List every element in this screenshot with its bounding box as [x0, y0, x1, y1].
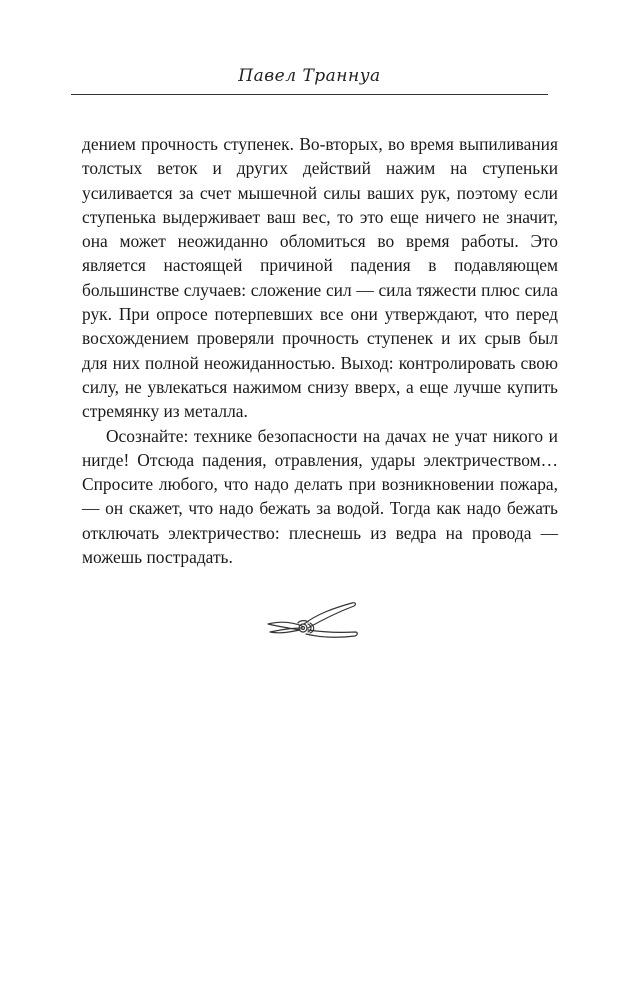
author-name: Павел Траннуа [238, 66, 381, 86]
paragraph-continued: дением прочность ступенек. Во-вторых, во время выпиливания толстых веток и других действий нажим на ступеньки усиливается за счет мышечной силы ваших рук, поэтому если ступенька выдерживает ваш вес, то это еще ничего не значит, она может неожиданно обломиться во время работы. Это является настоящей причиной падения в подавляющем большинстве случаев: сложение сил — сила тяжести плюс сила рук. При опросе потерпевших все они утверждают, что перед восхождением проверяли прочность ступенек и их срыв был для них полной неожиданностью. Выход: контролировать свою силу, не увлекаться нажимом снизу вверх, а еще лучше купить стремянку из металла. [82, 134, 558, 422]
header-rule [71, 94, 548, 95]
running-head [0, 66, 619, 86]
body-text [82, 132, 558, 569]
paragraph-safety: Осознайте: технике безопасности на дачах не учат никого и нигде! Отсюда падения, отравления, удары электричеством… Спросите любого, что надо делать при возникновении пожара, — он скажет, что надо бежать за водой. Тогда как надо бежать отключать электричество: плеснешь из ведра на провода — можешь пострадать. [82, 425, 558, 568]
pruning-shears-icon [262, 600, 362, 648]
